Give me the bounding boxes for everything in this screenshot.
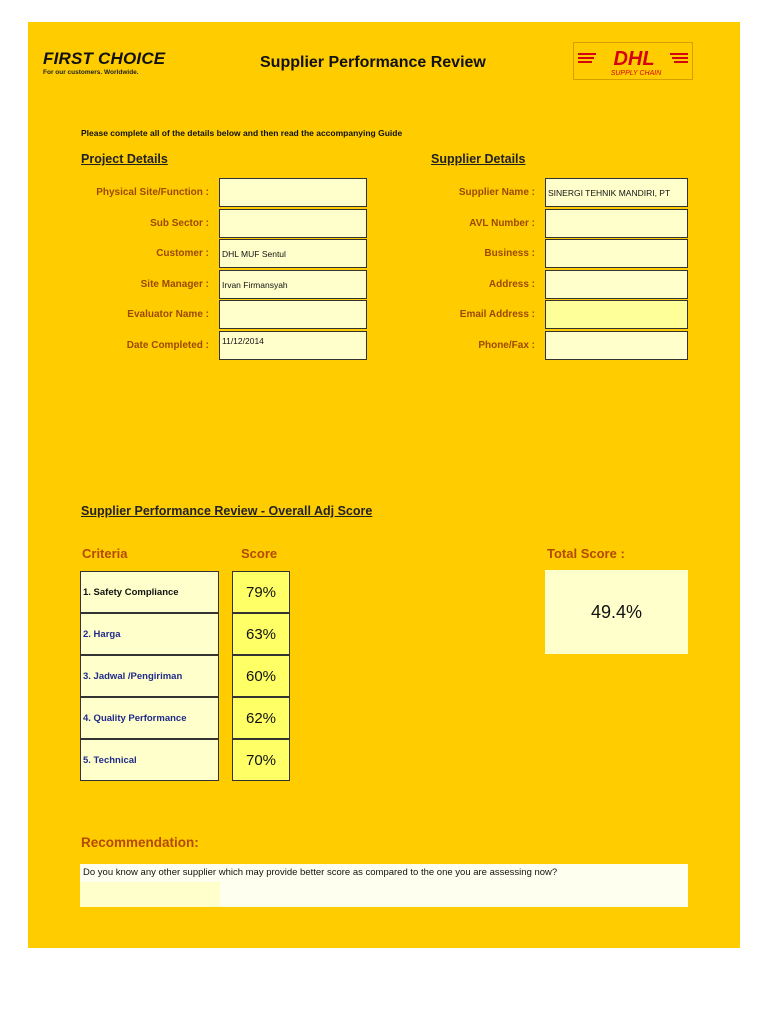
recommendation-answer-cell[interactable]: [80, 882, 220, 907]
physical-site-label: Physical Site/Function :: [96, 187, 209, 198]
customer-field[interactable]: DHL MUF Sentul: [219, 239, 367, 268]
recommendation-heading: Recommendation:: [81, 835, 199, 850]
phone-fax-label: Phone/Fax :: [478, 340, 535, 351]
score-cell-jadwal: 60%: [232, 655, 290, 697]
business-label: Business :: [484, 248, 535, 259]
brand-name: FIRST CHOICE: [43, 49, 166, 68]
avl-number-label: AVL Number :: [469, 218, 535, 229]
business-field[interactable]: [545, 239, 688, 268]
score-cell-technical: 70%: [232, 739, 290, 781]
svg-text:SUPPLY CHAIN: SUPPLY CHAIN: [610, 70, 662, 77]
brand-tagline: For our customers. Worldwide.: [43, 69, 139, 76]
svg-text:DHL: DHL: [613, 48, 655, 70]
criteria-cell-harga: 2. Harga: [80, 613, 219, 655]
date-completed-label: Date Completed :: [126, 340, 209, 351]
supplier-name-field[interactable]: SINERGI TEHNIK MANDIRI, PT: [545, 178, 688, 207]
dhl-supply-chain-logo: [573, 42, 693, 80]
total-score-header: Total Score :: [547, 546, 625, 561]
customer-label: Customer :: [156, 248, 209, 259]
address-field[interactable]: [545, 270, 688, 299]
project-details-heading: Project Details: [81, 152, 168, 166]
supplier-name-label: Supplier Name :: [458, 187, 535, 198]
date-completed-field[interactable]: 11/12/2014: [219, 331, 367, 360]
criteria-cell-quality: 4. Quality Performance: [80, 697, 219, 739]
address-label: Address :: [488, 279, 535, 290]
avl-number-field[interactable]: [545, 209, 688, 238]
supplier-details-heading: Supplier Details: [431, 152, 526, 166]
first-choice-logo: [43, 50, 193, 82]
review-sheet: [28, 22, 740, 948]
site-manager-label: Site Manager :: [140, 279, 209, 290]
criteria-cell-safety: 1. Safety Compliance: [80, 571, 219, 613]
sub-sector-label: Sub Sector :: [150, 218, 209, 229]
email-address-label: Email Address :: [459, 309, 535, 320]
dhl-logo-icon: [574, 43, 692, 79]
performance-heading: Supplier Performance Review - Overall Adj Score: [81, 504, 373, 518]
phone-fax-field[interactable]: [545, 331, 688, 360]
recommendation-question: Do you know any other supplier which may provide better score as compared to the one you are assessing now?: [83, 867, 558, 878]
evaluator-name-label: Evaluator Name :: [127, 309, 209, 320]
total-score-box: [545, 570, 688, 654]
evaluator-name-field[interactable]: [219, 300, 367, 329]
page-title: Supplier Performance Review: [260, 54, 486, 71]
total-score-value: 49.4%: [590, 601, 643, 622]
sub-sector-field[interactable]: [219, 209, 367, 238]
criteria-cell-technical: 5. Technical: [80, 739, 219, 781]
score-cell-quality: 62%: [232, 697, 290, 739]
email-address-field[interactable]: [545, 300, 688, 329]
score-cell-harga: 63%: [232, 613, 290, 655]
criteria-header: Criteria: [82, 546, 128, 561]
criteria-cell-jadwal: 3. Jadwal /Pengiriman: [80, 655, 219, 697]
physical-site-field[interactable]: [219, 178, 367, 207]
score-header: Score: [241, 546, 278, 561]
instructions-text: Please complete all of the details below and then read the accompanying Guide: [81, 128, 403, 138]
score-cell-safety: 79%: [232, 571, 290, 613]
site-manager-field[interactable]: Irvan Firmansyah: [219, 270, 367, 299]
